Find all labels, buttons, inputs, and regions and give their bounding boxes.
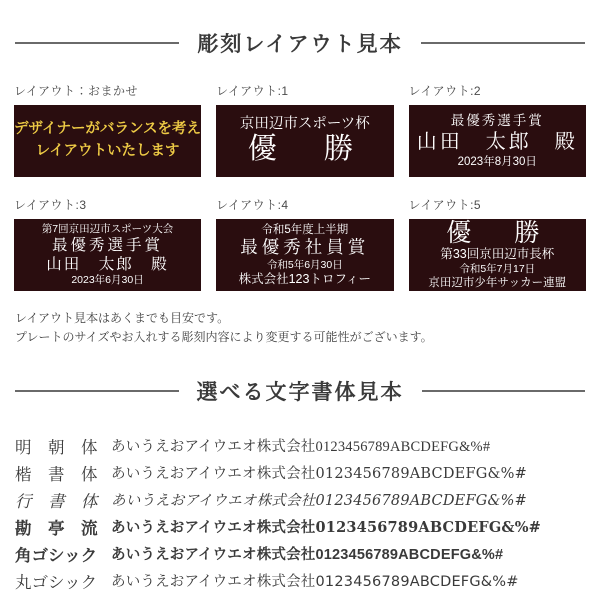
layout-sample-5 [409,196,586,291]
plate-line: 優 勝 [446,219,549,247]
layout-label: レイアウト:5 [408,198,482,212]
plate-line: 山田 太郎 殿 [416,130,578,153]
font-sample-text: あいうえおアイウエオ株式会社0123456789ABCDEFG&%# [111,574,519,591]
layout-label: レイアウト:3 [14,198,87,212]
plate-preview-5 [409,219,586,291]
plate-line: 株式会社123トロフィー [238,271,371,286]
plate-line: 2023年6月30日 [71,274,144,287]
font-sample-text: あいうえおアイウエオ株式会社0123456789ABCDEFG&%# [111,439,491,456]
font-sample-text: あいうえおアイウエオ株式会社0123456789ABCDEFG&%# [111,547,504,564]
font-section-title-row [15,376,585,406]
font-section-title: 選べる文字書体見本 [196,381,404,405]
plate-line: 第33回京田辺市長杯 [440,247,555,262]
layout-sample-1 [216,82,393,177]
plate-line: 最優秀選手賞 [52,236,164,254]
plate-line: 京田辺市少年サッカー連盟 [428,276,567,289]
layout-notes [15,309,586,346]
font-row-kanteiryu [15,513,594,540]
font-row-gyosho [15,486,594,513]
font-name-label: 楷 書 体 [15,464,98,484]
plate-preview-3 [14,219,201,291]
plate-preview-2 [409,105,586,177]
font-name-label: 行 書 体 [15,491,98,511]
plate-line: 京田辺市スポーツ杯 [239,116,370,133]
font-sample-text: あいうえおアイウエオ株式会社0123456789ABCDEFG&%# [111,493,527,510]
plate-preview-omakase [14,105,201,177]
layout-note-line: プレートのサイズやお入れする彫刻内容により変更する可能性がございます。 [15,329,433,344]
engraving-section-title-row [15,28,585,58]
font-row-kaisho [15,459,594,486]
plate-line: 2023年8月30日 [457,155,537,168]
plate-line: 最優秀選手賞 [450,112,544,128]
layout-sample-4 [216,196,393,291]
font-sample-table [15,432,594,594]
layout-sample-3 [14,196,201,291]
layout-label: レイアウト:1 [216,84,289,98]
engraving-section-title: 彫刻レイアウト見本 [197,33,403,56]
font-row-kakugothic [15,540,594,567]
layout-label: レイアウト:4 [216,198,289,212]
font-row-marugothic [15,567,594,594]
title-rule-left [15,390,179,392]
plate-line: 優 勝 [247,133,362,166]
title-rule-right [421,42,585,44]
layout-label: レイアウト：おまかせ [14,84,139,98]
plate-line: 最優秀社員賞 [240,236,370,257]
font-sample-text: あいうえおアイウエオ株式会社0123456789ABCDEFG&%# [111,519,542,537]
plate-preview-4 [216,219,393,291]
plate-preview-1 [216,105,393,177]
font-sample-text: あいうえおアイウエオ株式会社0123456789ABCDEFG&%# [111,466,527,483]
layout-label: レイアウト:2 [408,84,482,98]
title-rule-left [15,42,179,44]
font-name-label: 勘 亭 流 [15,518,98,538]
plate-line: レイアウトいたします [35,143,180,159]
layout-sample-grid [14,82,586,291]
plate-line: 令和5年6月30日 [266,258,343,271]
plate-line: 山田 太郎 殿 [46,256,169,273]
font-name-label: 丸ゴシック [15,572,98,592]
font-name-label: 角ゴシック [15,546,98,565]
font-row-mincho [15,432,594,459]
font-name-label: 明 朝 体 [15,437,98,457]
plate-line: 第7回京田辺市スポーツ大会 [41,222,174,235]
plate-line: デザイナーがバランスを考え [14,121,202,138]
layout-sample-2 [409,82,586,177]
layout-sample-omakase [14,82,201,177]
layout-note-line: レイアウト見本はあくまでも目安です。 [15,311,230,325]
title-rule-right [422,390,586,392]
plate-line: 令和5年度上半期 [261,223,349,236]
plate-line: 令和5年7月17日 [459,262,536,275]
